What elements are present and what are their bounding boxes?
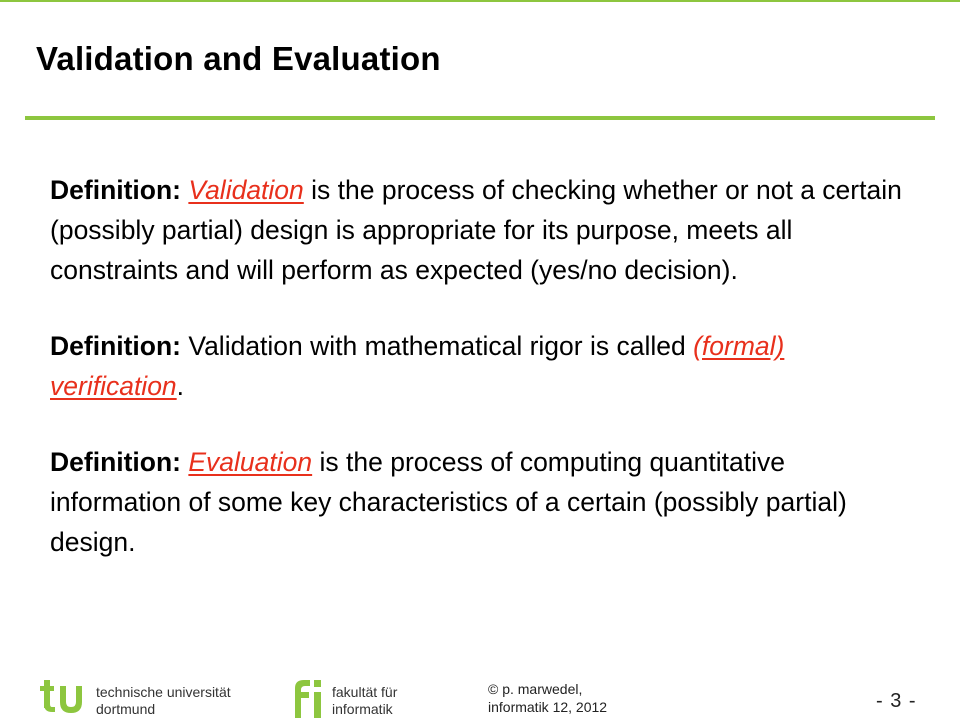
author-credit [488, 680, 607, 716]
slide-body [50, 170, 920, 598]
term-evaluation: Evaluation [188, 447, 313, 477]
definition-label: Definition: [50, 447, 181, 477]
tu-logo-mark-icon [40, 680, 90, 716]
definition-label: Definition: [50, 175, 181, 205]
slide-title: Validation and Evaluation [36, 40, 441, 77]
slide-footer [0, 672, 960, 720]
definition-text: is the process of computing quantitative information of some key characteristics of a certain (possibly partial) design. [50, 447, 847, 557]
definition-text: Validation with mathematical rigor is called [181, 331, 694, 361]
credit-line1: © p. marwedel, [488, 681, 583, 697]
fakultaet-informatik-logo [290, 678, 440, 718]
definition-validation [50, 170, 920, 290]
fi-logo-text [332, 684, 397, 718]
fi-logo-mark-icon [290, 678, 330, 718]
top-accent-line [0, 0, 960, 2]
title-underline-rule [25, 116, 935, 120]
definition-text: is the process of checking whether or not a certain (possibly partial) design is appropriate for its purpose, meets all constraints and will perform as expected (yes/no decision). [50, 175, 902, 285]
page-number: - 3 - [876, 690, 917, 712]
credit-line2: informatik 12, 2012 [488, 699, 608, 715]
definition-verification [50, 326, 920, 406]
term-validation: Validation [188, 175, 304, 205]
fi-name-line2: informatik [332, 701, 393, 717]
definition-label: Definition: [50, 331, 181, 361]
tu-name-line2: dortmund [96, 701, 156, 717]
tu-name-line1: technische universität [96, 684, 231, 700]
fi-name-line1: fakultät für [332, 684, 398, 700]
tu-logo-text [96, 684, 231, 718]
definition-evaluation [50, 442, 920, 562]
tu-dortmund-logo [40, 680, 290, 716]
term-formal-verification: (formal) verification [50, 331, 785, 401]
definition-text-end: . [176, 371, 185, 401]
